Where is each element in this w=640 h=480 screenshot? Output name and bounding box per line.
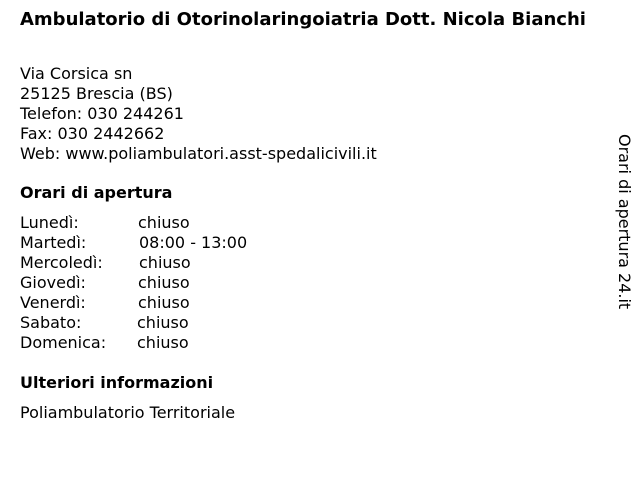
street-address: Via Corsica sn bbox=[20, 64, 133, 83]
city-address: 25125 Brescia (BS) bbox=[20, 84, 173, 103]
hours-value: chiuso bbox=[138, 213, 190, 232]
address-block bbox=[20, 64, 377, 164]
day-label: Sabato: bbox=[20, 313, 82, 332]
more-info-heading: Ulteriori informazioni bbox=[20, 373, 214, 392]
more-info-text: Poliambulatorio Territoriale bbox=[20, 403, 236, 422]
watermark-text: Orari di apertura 24.it bbox=[615, 134, 634, 310]
page-title: Ambulatorio di Otorinolaringoiatria Dott. Nicola Bianchi bbox=[20, 9, 586, 30]
day-label: Venerdì: bbox=[20, 293, 86, 312]
hours-value: chiuso bbox=[137, 333, 189, 352]
day-label: Mercoledì: bbox=[20, 253, 103, 272]
hours-value: chiuso bbox=[138, 293, 190, 312]
fax-number: Fax: 030 2442662 bbox=[20, 124, 165, 143]
opening-hours-heading: Orari di apertura bbox=[20, 183, 173, 202]
hours-value: chiuso bbox=[138, 273, 190, 292]
hours-value: chiuso bbox=[139, 253, 191, 272]
hours-value: 08:00 - 13:00 bbox=[139, 233, 248, 252]
day-label: Lunedì: bbox=[20, 213, 79, 232]
day-label: Domenica: bbox=[20, 333, 107, 352]
website: Web: www.poliambulatori.asst-spedalicivili.it bbox=[20, 144, 377, 163]
day-label: Martedì: bbox=[20, 233, 87, 252]
site-watermark bbox=[612, 134, 634, 310]
phone-number: Telefon: 030 244261 bbox=[20, 104, 184, 123]
day-label: Giovedì: bbox=[20, 273, 86, 292]
hours-value: chiuso bbox=[137, 313, 189, 332]
